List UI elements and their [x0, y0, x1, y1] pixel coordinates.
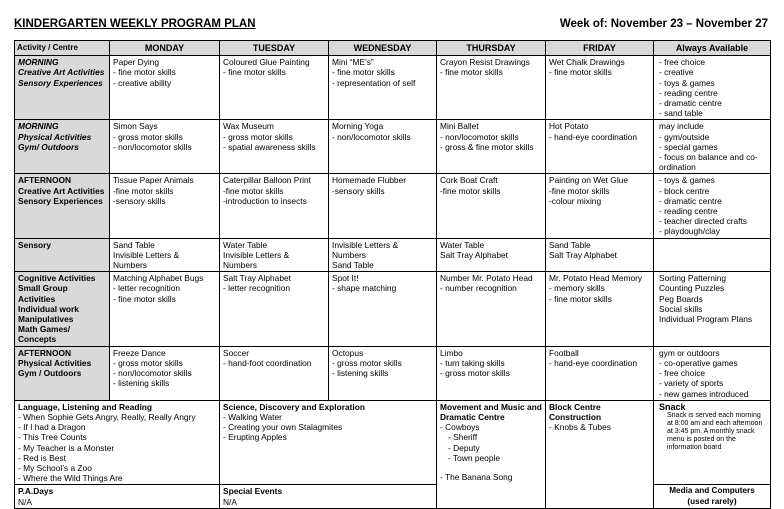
movement-item: - Sheriff: [448, 432, 478, 443]
literacy-item: - Red is Best: [18, 452, 66, 463]
activity-skill: - listening skills: [332, 368, 389, 379]
day-activity-cell: [546, 272, 654, 346]
activity-name: Tissue Paper Animals: [113, 175, 194, 186]
day-activity-cell: [110, 272, 220, 346]
activity-skill: - memory skills: [549, 283, 605, 294]
day-activity-cell: [437, 346, 546, 400]
block-centre-cell: [546, 400, 654, 508]
activity-skill: -fine motor skills: [440, 185, 501, 196]
activity-skill: - representation of self: [332, 77, 416, 88]
movement-item: - Deputy: [448, 442, 480, 453]
activity-label: AFTERNOON: [18, 175, 72, 186]
activity-name: Limbo: [440, 347, 463, 358]
activity-name: Cork Boat Craft: [440, 175, 498, 186]
snack-cell: [654, 400, 771, 485]
program-plan-table: [14, 40, 771, 509]
schedule-row: [15, 346, 771, 400]
column-header: FRIDAY: [546, 41, 654, 56]
always-available-item: - sand table: [659, 108, 703, 119]
day-activity-cell: [437, 238, 546, 272]
day-activity-cell: [437, 56, 546, 120]
always-available-cell: [654, 56, 771, 120]
activity-skill: -fine motor skills: [113, 185, 174, 196]
activity-skill: - gross motor skills: [113, 131, 183, 142]
column-header: Always Available: [654, 41, 771, 56]
always-available-cell: [654, 346, 771, 400]
day-activity-cell: [546, 120, 654, 174]
activity-skill: -introduction to insects: [223, 195, 307, 206]
column-header: WEDNESDAY: [329, 41, 437, 56]
movement-title: Movement and Music and Dramatic Centre: [440, 401, 542, 422]
day-activity-cell: [437, 272, 546, 346]
activity-skill: - hand-eye coordination: [549, 131, 637, 142]
media-cell: [654, 485, 771, 508]
activity-skill: -sensory skills: [332, 185, 385, 196]
activity-skill: - fine motor skills: [223, 67, 286, 78]
day-activity-cell: [110, 120, 220, 174]
page-title: KINDERGARTEN WEEKLY PROGRAM PLAN: [14, 18, 256, 30]
activity-label-cell: [15, 272, 110, 346]
always-available-item: Sorting Patterning: [659, 273, 727, 284]
always-available-item: - dramatic centre: [659, 98, 722, 109]
activity-label-cell: [15, 346, 110, 400]
pa-days-value: N/A: [18, 496, 32, 507]
schedule-row: [15, 120, 771, 174]
always-available-item: Peg Boards: [659, 293, 703, 304]
always-available-item: Individual Program Plans: [659, 314, 753, 325]
activity-skill: - listening skills: [113, 378, 170, 389]
activity-skill: - spatial awareness skills: [223, 141, 316, 152]
activity-skill: - turn taking skills: [440, 357, 505, 368]
day-activity-cell: [220, 174, 329, 238]
activity-skill: Invisible Letters &: [113, 249, 180, 260]
activity-label: Physical Activities: [18, 357, 92, 368]
activity-skill: - gross motor skills: [113, 357, 183, 368]
day-activity-cell: [110, 238, 220, 272]
always-available-item: gym or outdoors: [659, 347, 720, 358]
day-activity-cell: [110, 346, 220, 400]
pa-days-title: P.A.Days: [18, 486, 54, 497]
activity-skill: - gross & fine motor skills: [440, 141, 534, 152]
activity-skill: -fine motor skills: [223, 185, 284, 196]
activity-label: Manipulatives: [18, 314, 74, 325]
activity-label: Creative Art Activities: [18, 67, 105, 78]
activity-skill: Salt Tray Alphabet: [549, 249, 617, 260]
activity-name: Simon Says: [113, 121, 158, 132]
column-header: MONDAY: [110, 41, 220, 56]
day-activity-cell: [220, 238, 329, 272]
header-row: [15, 41, 771, 56]
activity-skill: - fine motor skills: [440, 67, 503, 78]
activity-skill: - shape matching: [332, 283, 397, 294]
activity-name: Football: [549, 347, 579, 358]
day-activity-cell: [546, 238, 654, 272]
literacy-title: Language, Listening and Reading: [18, 401, 153, 412]
always-available-item: - reading centre: [659, 206, 718, 217]
day-activity-cell: [546, 174, 654, 238]
special-events-title: Special Events: [223, 486, 283, 497]
activity-name: Sand Table: [549, 239, 591, 250]
pa-days-cell: [15, 485, 220, 508]
activity-label: Sensory Experiences: [18, 77, 103, 88]
media-title: Media and Computers: [669, 486, 755, 496]
science-item: - Erupting Apples: [223, 432, 287, 443]
day-activity-cell: [329, 174, 437, 238]
activity-name: Water Table: [223, 239, 268, 250]
day-activity-cell: [220, 272, 329, 346]
literacy-item: - My School’s a Zoo: [18, 462, 92, 473]
movement-item: - Cowboys: [440, 422, 480, 433]
literacy-cell: [15, 400, 220, 485]
always-available-item: - new games introduced: [659, 388, 749, 399]
activity-name: Soccer: [223, 347, 250, 358]
always-available-cell: [654, 272, 771, 346]
day-activity-cell: [546, 346, 654, 400]
activity-skill: - non/locomotor skills: [332, 131, 411, 142]
activity-label: Math Games/: [18, 324, 71, 335]
always-available-item: - dramatic centre: [659, 195, 722, 206]
day-activity-cell: [437, 120, 546, 174]
activity-skill: - non/locomotor skills: [440, 131, 519, 142]
column-header: TUESDAY: [220, 41, 329, 56]
always-available-item: ordination: [659, 162, 696, 173]
activity-label: MORNING: [18, 121, 59, 132]
activity-skill: Salt Tray Alphabet: [440, 249, 508, 260]
movement-item: - The Banana Song: [440, 471, 513, 482]
week-label: Week of: November 23 – November 27: [559, 18, 768, 30]
activity-name: Water Table: [440, 239, 485, 250]
activity-skill: - hand-eye coordination: [549, 357, 637, 368]
activity-name: Coloured Glue Painting: [223, 57, 310, 68]
bottom-row-2: [15, 485, 771, 508]
day-activity-cell: [329, 238, 437, 272]
activity-name: Sand Table: [113, 239, 155, 250]
activity-skill: Numbers: [223, 260, 257, 271]
schedule-row: [15, 238, 771, 272]
always-available-item: - gym/outside: [659, 131, 710, 142]
block-centre-item: - Knobs & Tubes: [549, 422, 611, 433]
activity-name: Invisible Letters &: [332, 239, 399, 250]
always-available-item: - free choice: [659, 368, 706, 379]
activity-skill: - non/locomotor skills: [113, 368, 192, 379]
activity-skill: - non/locomotor skills: [113, 141, 192, 152]
activity-name: Crayon Resist Drawings: [440, 57, 530, 68]
always-available-item: - variety of sports: [659, 378, 724, 389]
literacy-item: - When Sophie Gets Angry, Really, Really Angry: [18, 411, 196, 422]
activity-name: Caterpillar Balloon Print: [223, 175, 311, 186]
always-available-item: - free choice: [659, 57, 706, 68]
day-activity-cell: [329, 346, 437, 400]
day-activity-cell: [220, 346, 329, 400]
schedule-row: [15, 56, 771, 120]
activity-skill: Sand Table: [332, 260, 374, 271]
activity-skill: - fine motor skills: [113, 293, 176, 304]
science-title: Science, Discovery and Exploration: [223, 401, 365, 412]
schedule-row: [15, 174, 771, 238]
activity-name: Mr. Potato Head Memory: [549, 273, 643, 284]
special-events-cell: [220, 485, 437, 508]
day-activity-cell: [329, 56, 437, 120]
day-activity-cell: [110, 174, 220, 238]
snack-title: Snack: [659, 401, 686, 412]
activity-name: Octopus: [332, 347, 364, 358]
activity-label: AFTERNOON: [18, 347, 72, 358]
always-available-cell: [654, 238, 771, 272]
literacy-item: - Where the Wild Things Are: [18, 473, 123, 484]
activity-name: Matching Alphabet Bugs: [113, 273, 204, 284]
always-available-item: - toys & games: [659, 77, 715, 88]
activity-skill: -fine motor skills: [549, 185, 610, 196]
always-available-item: - focus on balance and co-: [659, 152, 758, 163]
activity-skill: Numbers: [332, 249, 366, 260]
always-available-item: Counting Puzzles: [659, 283, 725, 294]
activity-label-cell: [15, 120, 110, 174]
activity-label: Gym / Outdoors: [18, 368, 82, 379]
always-available-item: - playdough/clay: [659, 226, 720, 237]
movement-spacer: [440, 463, 542, 472]
day-activity-cell: [546, 56, 654, 120]
activity-label: Sensory: [18, 239, 52, 250]
activity-label: Gym/ Outdoors: [18, 141, 79, 152]
day-activity-cell: [437, 174, 546, 238]
activity-label-cell: [15, 56, 110, 120]
activity-skill: Invisible Letters &: [223, 249, 290, 260]
activity-skill: - number recognition: [440, 283, 517, 294]
activity-label: Small Group: [18, 283, 68, 294]
activity-name: Salt Tray Alphabet: [223, 273, 291, 284]
activity-name: Wax Museum: [223, 121, 274, 132]
always-available-cell: [654, 120, 771, 174]
special-events-value: N/A: [223, 496, 237, 507]
activity-name: Number Mr. Potato Head: [440, 273, 533, 284]
day-activity-cell: [329, 120, 437, 174]
activity-label-cell: [15, 174, 110, 238]
activity-skill: - hand-foot coordination: [223, 357, 312, 368]
activity-skill: - fine motor skills: [113, 67, 176, 78]
always-available-item: - teacher directed crafts: [659, 216, 747, 227]
activity-name: Morning Yoga: [332, 121, 384, 132]
activity-name: Paper Dying: [113, 57, 160, 68]
day-activity-cell: [220, 56, 329, 120]
activity-skill: - gross motor skills: [332, 357, 402, 368]
always-available-item: - special games: [659, 141, 718, 152]
activity-skill: - gross motor skills: [223, 131, 293, 142]
activity-skill: -colour mixing: [549, 195, 602, 206]
activity-skill: - gross motor skills: [440, 368, 510, 379]
activity-label: Creative Art Activities: [18, 185, 105, 196]
science-item: - Walking Water: [223, 411, 282, 422]
activity-label: Physical Activities: [18, 131, 92, 142]
activity-label-cell: [15, 238, 110, 272]
activity-skill: -sensory skills: [113, 195, 166, 206]
activity-skill: - letter recognition: [223, 283, 291, 294]
activity-label: Activities: [18, 293, 56, 304]
activity-name: Homemade Flubber: [332, 175, 407, 186]
column-header: THURSDAY: [437, 41, 546, 56]
media-subtitle: (used rarely): [687, 496, 737, 506]
always-available-item: - co-operative games: [659, 357, 738, 368]
always-available-item: - creative: [659, 67, 694, 78]
activity-skill: - fine motor skills: [332, 67, 395, 78]
movement-item: - Town people: [448, 452, 500, 463]
activity-skill: - fine motor skills: [549, 67, 612, 78]
movement-cell: [437, 400, 546, 508]
activity-name: Wet Chalk Drawings: [549, 57, 625, 68]
literacy-item: - This Tree Counts: [18, 432, 87, 443]
always-available-item: - reading centre: [659, 87, 718, 98]
activity-name: Freeze Dance: [113, 347, 166, 358]
day-activity-cell: [329, 272, 437, 346]
column-header: Activity / Centre: [15, 41, 110, 56]
bottom-row: [15, 400, 771, 485]
activity-name: Spot It!: [332, 273, 359, 284]
activity-skill: Numbers: [113, 260, 147, 271]
always-available-item: may include: [659, 121, 704, 132]
always-available-cell: [654, 174, 771, 238]
day-activity-cell: [220, 120, 329, 174]
snack-text: Snack is served each morning at 8:00 am and each afternoon at 3:45 pm. A monthly snack menu is posted on the information board: [667, 411, 763, 452]
schedule-row: [15, 272, 771, 346]
activity-skill: - letter recognition: [113, 283, 181, 294]
always-available-item: - block centre: [659, 185, 710, 196]
literacy-item: - If I had a Dragon: [18, 422, 86, 433]
literacy-item: - My Teacher is a Monster: [18, 442, 115, 453]
activity-label: Individual work: [18, 303, 79, 314]
activity-label: Sensory Experiences: [18, 195, 103, 206]
activity-name: Mini Ballet: [440, 121, 479, 132]
always-available-item: - toys & games: [659, 175, 715, 186]
day-activity-cell: [110, 56, 220, 120]
activity-skill: - creative ability: [113, 77, 172, 88]
activity-label: Cognitive Activities: [18, 273, 96, 284]
activity-label: MORNING: [18, 57, 59, 68]
science-item: - Creating your own Stalagmites: [223, 422, 343, 433]
always-available-item: Social skills: [659, 303, 703, 314]
block-centre-title: Block Centre Construction: [549, 401, 602, 422]
activity-label: Concepts: [18, 334, 57, 345]
activity-skill: - fine motor skills: [549, 293, 612, 304]
activity-name: Hot Potato: [549, 121, 589, 132]
activity-name: Painting on Wet Glue: [549, 175, 628, 186]
science-cell: [220, 400, 437, 485]
activity-name: Mini “ME’s”: [332, 57, 374, 68]
